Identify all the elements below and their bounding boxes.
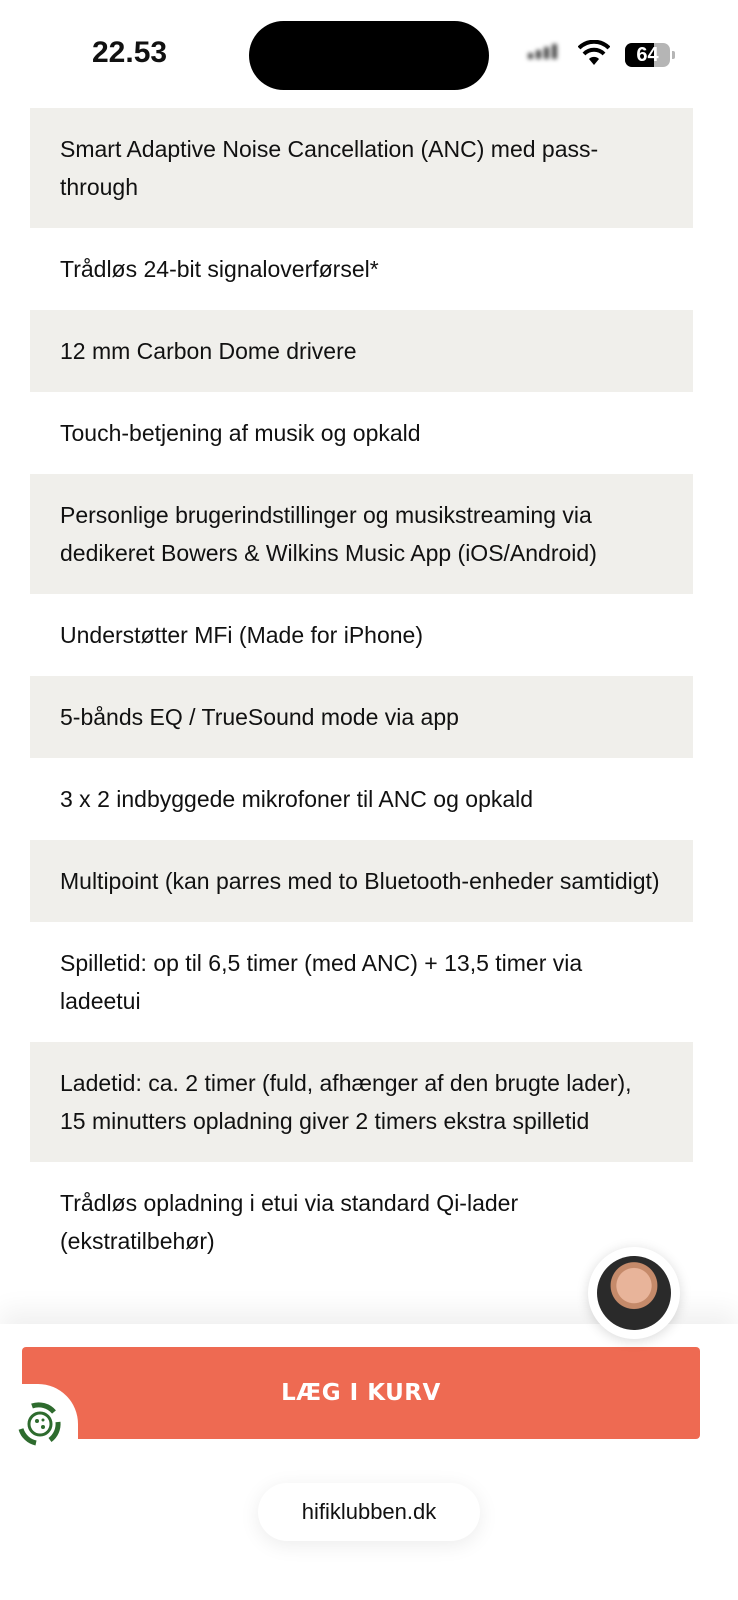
eco-badge[interactable] xyxy=(0,1384,78,1462)
cellular-signal-icon xyxy=(528,44,557,59)
feature-row: Touch-betjening af musik og opkald xyxy=(60,420,421,446)
feature-row: Smart Adaptive Noise Cancellation (ANC) med pass-through xyxy=(30,108,693,228)
feature-row: 12 mm Carbon Dome drivere xyxy=(30,310,693,392)
feature-row: Personlige brugerindstillinger og musikstreaming via dedikeret Bowers & Wilkins Music App (iOS/Android) xyxy=(30,474,693,594)
status-time: 22.53 xyxy=(92,36,168,69)
battery-level: 64 xyxy=(636,44,659,66)
feature-row: Multipoint (kan parres med to Bluetooth-enheder samtidigt) xyxy=(30,840,693,922)
feature-row: Trådløs 24-bit signaloverførsel* xyxy=(60,256,379,282)
feature-row: 5-bånds EQ / TrueSound mode via app xyxy=(30,676,693,758)
feature-row: 3 x 2 indbyggede mikrofoner til ANC og opkald xyxy=(60,786,534,812)
chat-avatar-button[interactable] xyxy=(588,1247,680,1339)
wifi-icon xyxy=(578,40,610,66)
avatar-photo xyxy=(597,1256,671,1330)
feature-row: Trådløs opladning i etui via standard Qi-lader (ekstratilbehør) xyxy=(60,1190,519,1254)
add-to-cart-button[interactable]: LÆG I KURV xyxy=(22,1347,700,1439)
feature-row: Understøtter MFi (Made for iPhone) xyxy=(60,622,424,648)
url-bar[interactable]: hifiklubben.dk xyxy=(258,1483,480,1541)
battery-nub xyxy=(672,51,675,59)
recycle-icon xyxy=(12,1394,72,1454)
status-bar xyxy=(0,0,738,108)
battery-icon xyxy=(625,43,670,67)
feature-row: Ladetid: ca. 2 timer (fuld, afhænger af den brugte lader), 15 minutters opladning giver 2 timers ekstra spilletid xyxy=(30,1042,693,1162)
feature-list xyxy=(30,108,693,1282)
dynamic-island xyxy=(249,21,489,90)
bottom-bar xyxy=(0,1324,738,1600)
feature-row: Spilletid: op til 6,5 timer (med ANC) + 13,5 timer via ladeetui xyxy=(60,950,583,1014)
